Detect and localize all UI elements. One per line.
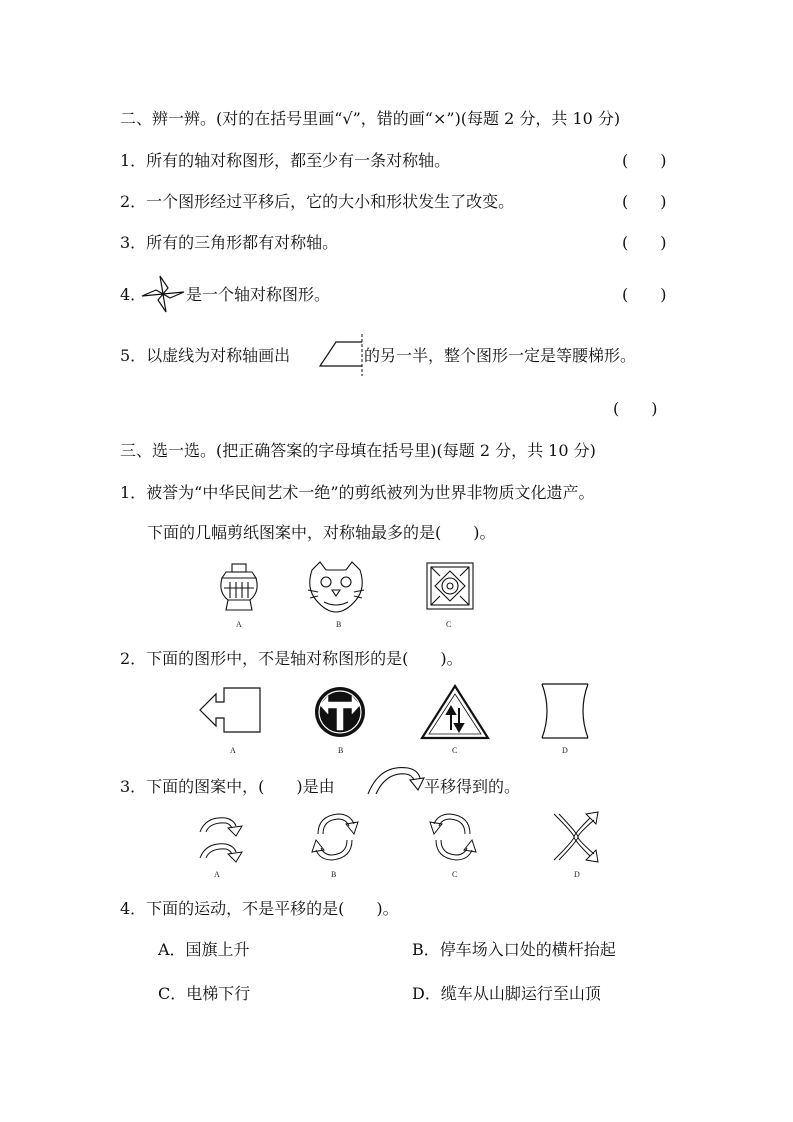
s2-question-5-pre: 5．以虚线为对称轴画出 xyxy=(120,346,291,365)
curved-arrow-figure xyxy=(366,762,426,796)
s2-question-4-text: 是一个轴对称图形。 xyxy=(186,285,331,304)
papercut-label-c: C xyxy=(446,620,452,629)
curved-shape-figure xyxy=(538,682,594,740)
arrow-house-figure xyxy=(198,686,262,736)
s2-answer-paren-5[interactable]: ( ) xyxy=(613,399,658,418)
s2-question-1: 1．所有的轴对称图形，都至少有一条对称轴。 xyxy=(120,151,451,170)
arrow-pattern-d-figure xyxy=(550,810,600,864)
s2-answer-paren-3[interactable]: ( ) xyxy=(622,233,667,252)
half-trapezoid-figure xyxy=(318,332,368,378)
section2-title: 二、辨一辨。(对的在括号里画“√”，错的画“×”)(每题 2 分，共 10 分) xyxy=(120,109,621,128)
shape-label-b: B xyxy=(338,746,344,755)
papercut-label-b: B xyxy=(336,620,342,629)
s2-answer-paren-2[interactable]: ( ) xyxy=(622,192,667,211)
pinwheel-figure xyxy=(140,274,186,314)
s3-q4-option-a[interactable]: A．国旗上升 xyxy=(158,940,250,959)
s3-q4-option-d[interactable]: D．缆车从山脚运行至山顶 xyxy=(412,984,601,1003)
shape-label-d: D xyxy=(562,746,568,755)
s2-question-2: 2．一个图形经过平移后，它的大小和形状发生了改变。 xyxy=(120,192,515,211)
arrow-label-d: D xyxy=(574,870,580,879)
shape-label-c: C xyxy=(452,746,458,755)
triangle-sign-figure xyxy=(420,684,490,740)
s2-question-5-post: 的另一半，整个图形一定是等腰梯形。 xyxy=(364,346,637,365)
s3-question-1-line1: 1．被誉为“中华民间艺术一绝”的剪纸被列为世界非物质文化遗产。 xyxy=(120,483,595,502)
s3-question-3-post: 平移得到的。 xyxy=(424,777,521,796)
s3-q4-option-b[interactable]: B．停车场入口处的横杆抬起 xyxy=(412,940,616,959)
s3-question-4: 4．下面的运动，不是平移的是( )。 xyxy=(120,899,399,918)
arrow-label-c: C xyxy=(452,870,458,879)
section3-title: 三、选一选。(把正确答案的字母填在括号里)(每题 2 分，共 10 分) xyxy=(120,441,596,460)
traffic-sign-turn-figure xyxy=(314,686,366,738)
arrow-pattern-b-figure xyxy=(310,810,360,864)
s2-answer-paren-4[interactable]: ( ) xyxy=(622,285,667,304)
arrow-label-b: B xyxy=(331,870,337,879)
arrow-pattern-c-figure xyxy=(428,810,478,864)
arrow-pattern-a-figure xyxy=(196,812,246,864)
s3-q4-option-c[interactable]: C．电梯下行 xyxy=(158,984,251,1003)
s3-question-3-pre: 3．下面的图案中，( )是由 xyxy=(120,777,335,796)
s2-question-3: 3．所有的三角形都有对称轴。 xyxy=(120,233,339,252)
s2-answer-paren-1[interactable]: ( ) xyxy=(622,151,667,170)
s3-question-1-line2: 下面的几幅剪纸图案中，对称轴最多的是( )。 xyxy=(147,523,496,542)
shape-label-a: A xyxy=(230,746,236,755)
papercut-vase-figure xyxy=(216,562,262,612)
papercut-tiger-figure xyxy=(306,560,366,614)
s2-question-4-number: 4． xyxy=(120,285,147,304)
papercut-window-figure xyxy=(426,562,474,610)
s3-question-2: 2．下面的图形中，不是轴对称图形的是( )。 xyxy=(120,649,463,668)
arrow-label-a: A xyxy=(214,870,220,879)
papercut-label-a: A xyxy=(236,620,242,629)
